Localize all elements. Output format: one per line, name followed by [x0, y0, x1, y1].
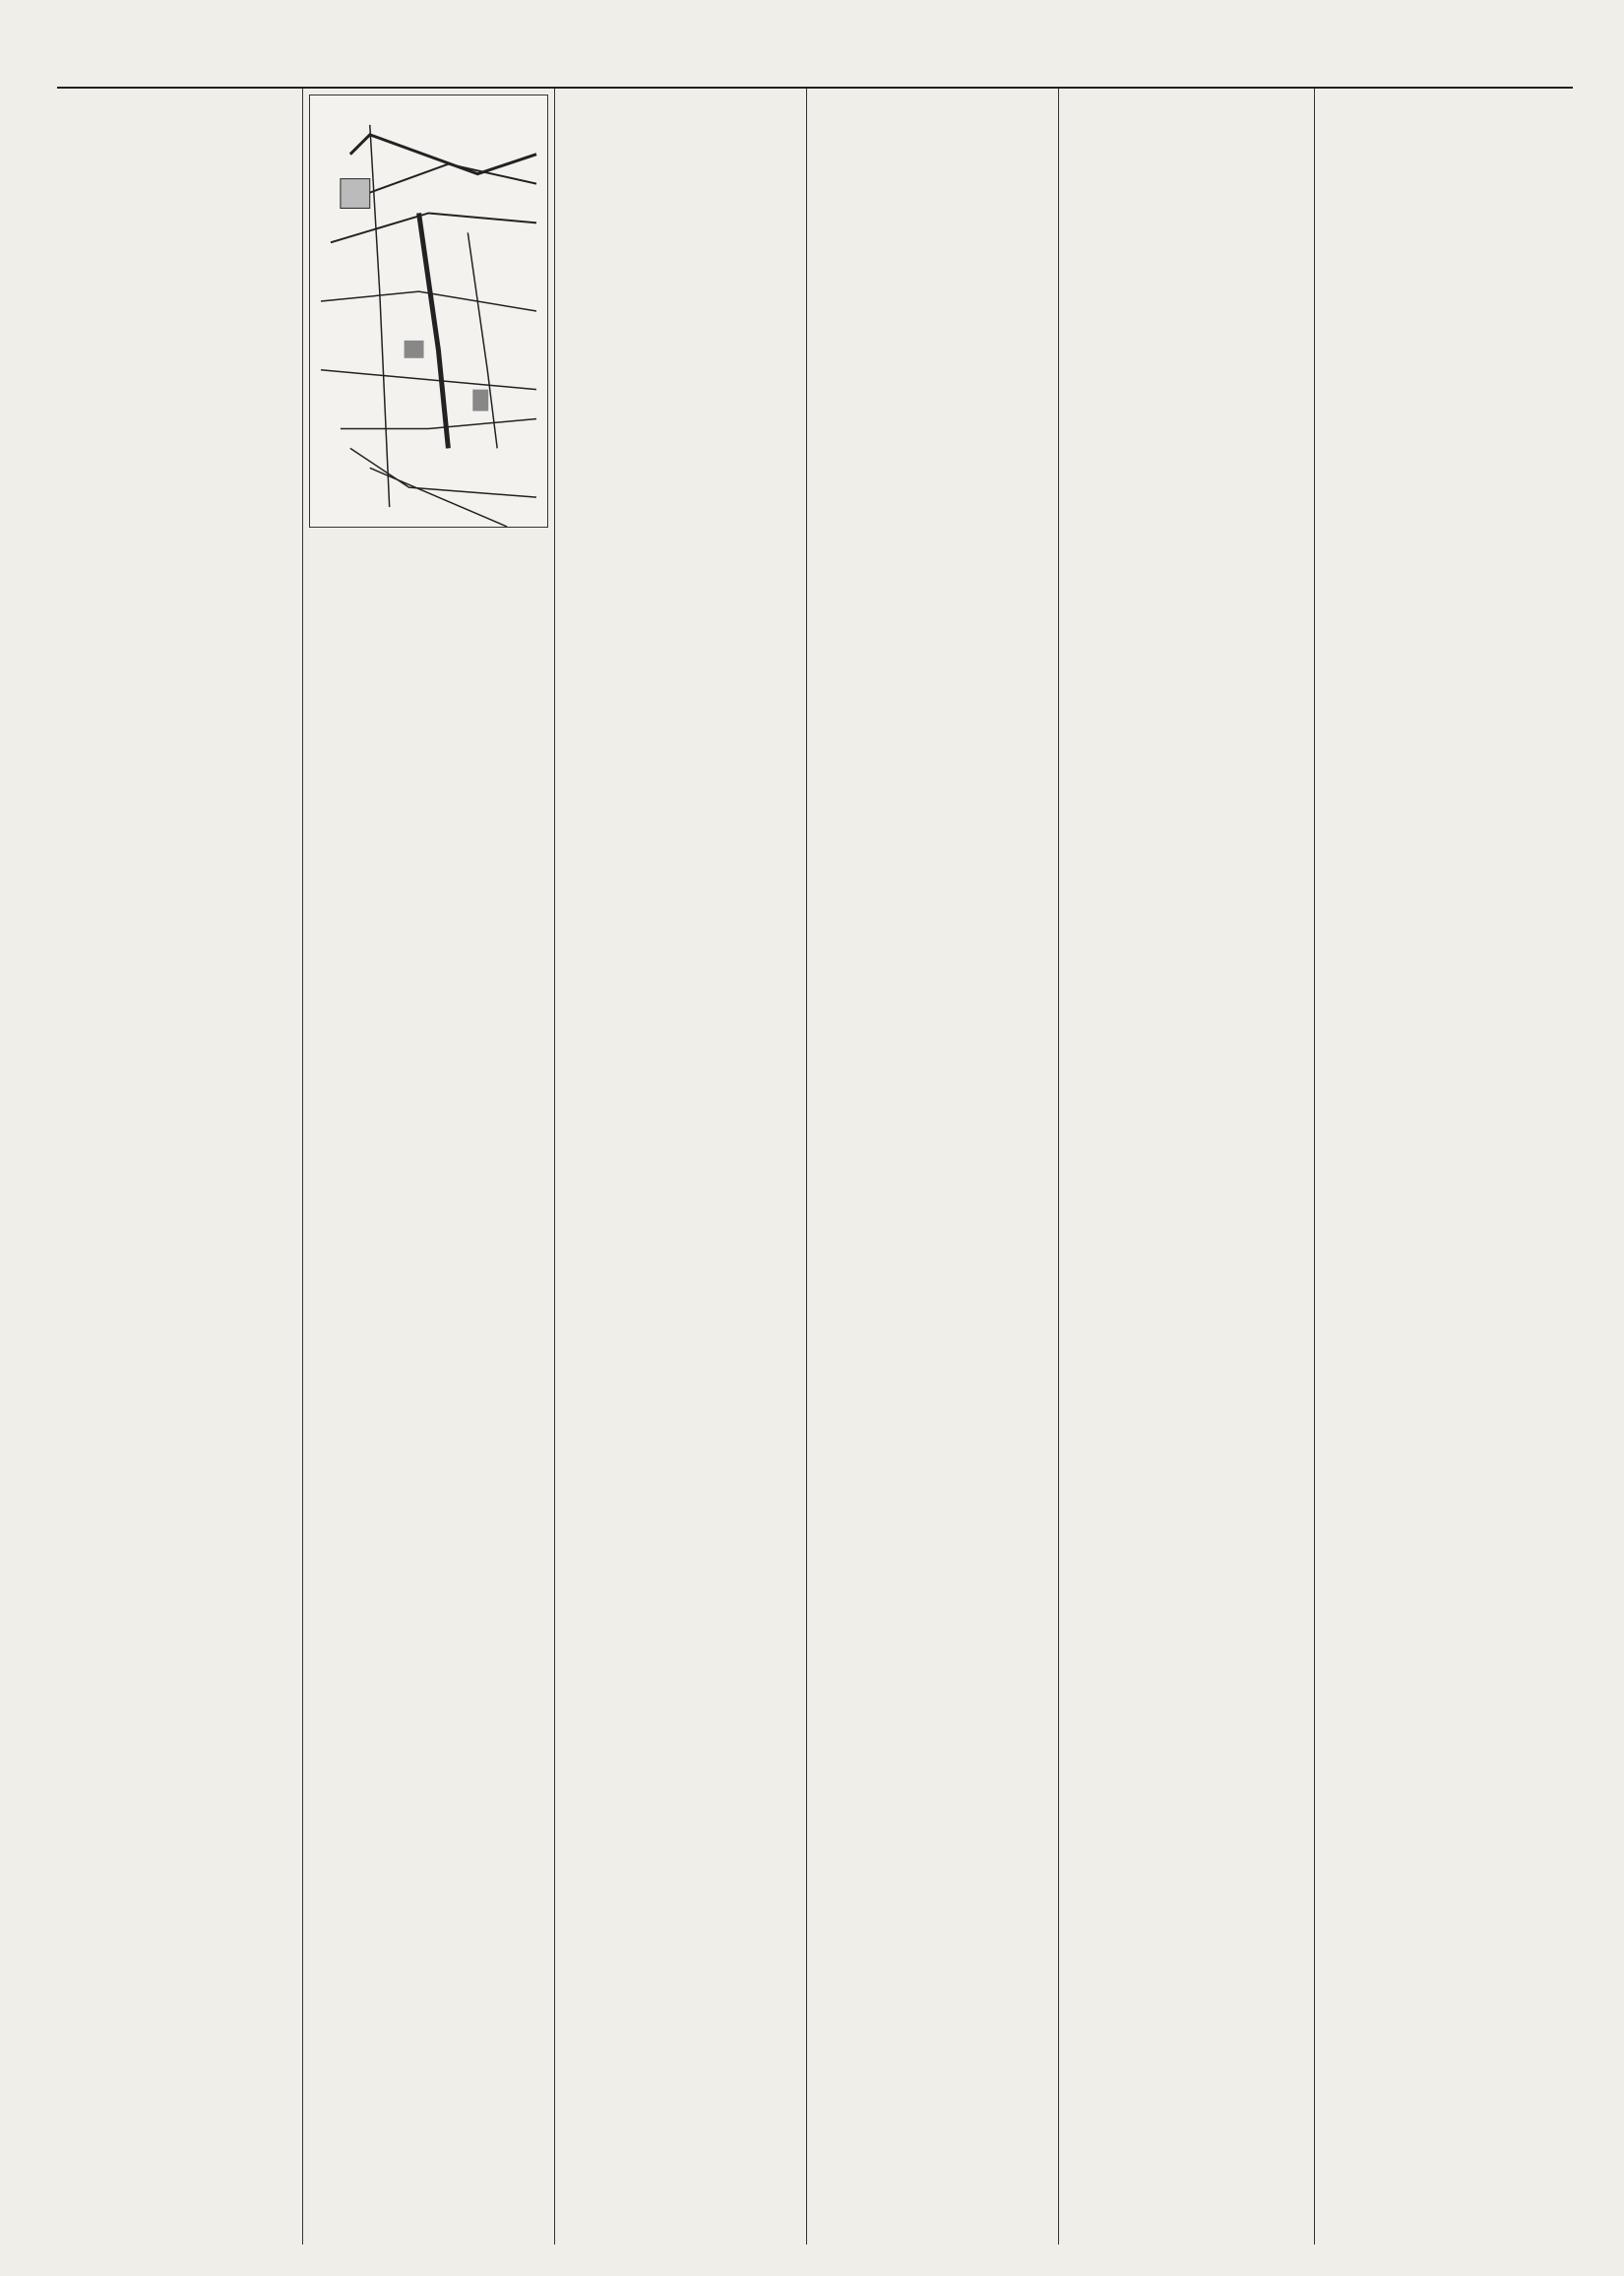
- columns: [57, 89, 1573, 2244]
- column-3: [555, 89, 807, 2244]
- column-5: [1059, 89, 1315, 2244]
- column-1: [57, 89, 303, 2244]
- column-6: [1315, 89, 1573, 2244]
- street-map-drawing: [310, 95, 547, 527]
- page-header: [57, 35, 1573, 89]
- directory-page: [57, 35, 1573, 2250]
- column-2: [303, 89, 555, 2244]
- column-4: [807, 89, 1059, 2244]
- street-map: [309, 95, 548, 528]
